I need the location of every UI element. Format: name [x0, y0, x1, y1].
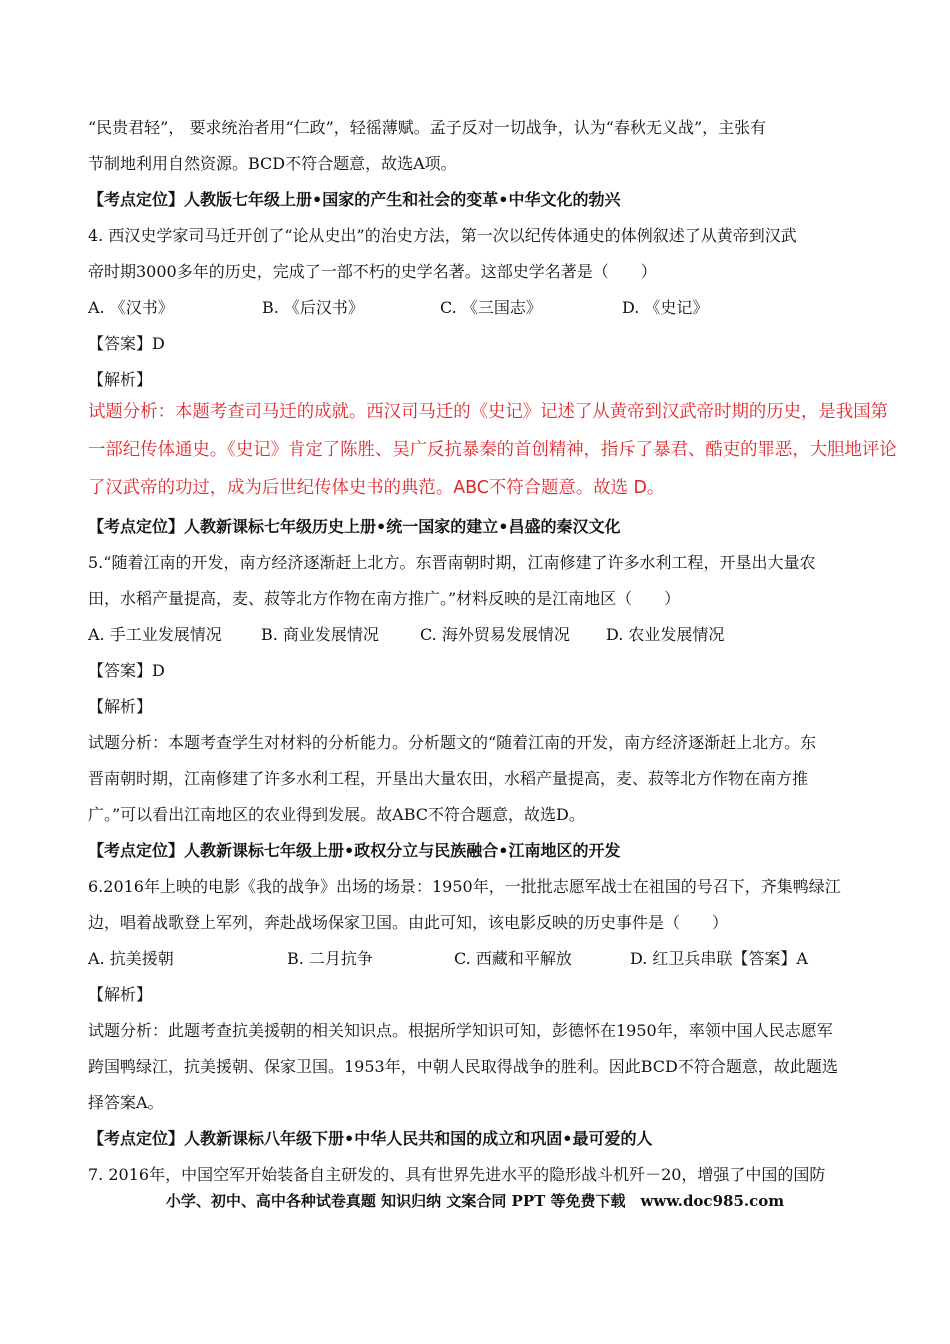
- question-5-option-d: D. 农业发展情况: [606, 625, 725, 644]
- question-4-option-b: B. 《后汉书》: [262, 298, 364, 317]
- paragraph-line: “民贵君轻”， 要求统治者用“仁政”，轻徭薄赋。孟子反对一切战争，认为“春秋无义战”，主张有: [88, 118, 767, 137]
- question-6-option-c: C. 西藏和平解放: [454, 949, 572, 968]
- question-5-option-c: C. 海外贸易发展情况: [420, 625, 570, 644]
- question-4-text: 帝时期3000多年的历史，完成了一部不朽的史学名著。这部史学名著是（ ）: [88, 262, 657, 281]
- question-6-text: 边，唱着战歌登上军列，奔赴战场保家卫国。由此可知，该电影反映的历史事件是（ ）: [88, 913, 729, 932]
- question-4-option-c: C. 《三国志》: [440, 298, 542, 317]
- question-6-option-a: A. 抗美援朝: [88, 949, 174, 968]
- analysis-text: 晋南朝时期，江南修建了许多水利工程，开垦出大量农田，水稻产量提高，麦、菽等北方作物在南方推: [88, 769, 809, 788]
- analysis-text: 试题分析：本题考查学生对材料的分析能力。分析题文的“随着江南的开发，南方经济逐渐赶上北方。东: [88, 733, 817, 752]
- question-5-option-b: B. 商业发展情况: [261, 625, 379, 644]
- question-7-text: 7. 2016年，中国空军开始装备自主研发的、具有世界先进水平的隐形战斗机歼－20，增强了中国的国防: [88, 1165, 826, 1184]
- answer-label: 【答案】D: [88, 334, 165, 353]
- question-6-option-b: B. 二月抗争: [287, 949, 373, 968]
- analysis-text-red: 一部纪传体通史。《史记》肯定了陈胜、吴广反抗暴秦的首创精神，指斥了暴君、酷吏的罪恶，大胆地评论: [88, 440, 897, 460]
- analysis-text: 试题分析：此题考查抗美援朝的相关知识点。根据所学知识可知，彭德怀在1950年，率领中国人民志愿军: [88, 1021, 833, 1040]
- exam-point-label: 【考点定位】人教新课标七年级历史上册•统一国家的建立•昌盛的秦汉文化: [88, 517, 621, 536]
- analysis-heading: 【解析】: [88, 985, 153, 1004]
- question-4-option-d: D. 《史记》: [622, 298, 709, 317]
- question-5-text: 田，水稻产量提高，麦、菽等北方作物在南方推广。”材料反映的是江南地区（ ）: [88, 589, 681, 608]
- analysis-text-red: 试题分析：本题考查司马迁的成就。西汉司马迁的《史记》记述了从黄帝到汉武帝时期的历史，是我国第: [88, 402, 888, 422]
- analysis-text: 广。”可以看出江南地区的农业得到发展。故ABC不符合题意，故选D。: [88, 805, 585, 824]
- question-5-option-a: A. 手工业发展情况: [88, 625, 222, 644]
- paragraph-line: 节制地利用自然资源。BCD不符合题意，故选A项。: [88, 154, 457, 173]
- exam-point-label: 【考点定位】人教新课标八年级下册•中华人民共和国的成立和巩固•最可爱的人: [88, 1129, 653, 1148]
- question-4-option-a: A. 《汉书》: [88, 298, 174, 317]
- exam-point-label: 【考点定位】人教版七年级上册•国家的产生和社会的变革•中华文化的勃兴: [88, 190, 621, 209]
- analysis-text: 择答案A。: [88, 1093, 164, 1112]
- question-6-option-d: D. 红卫兵串联【答案】A: [630, 949, 808, 968]
- question-6-text: 6.2016年上映的电影《我的战争》出场的场景：1950年，一批批志愿军战士在祖国的号召下，齐集鸭绿江: [88, 877, 841, 896]
- answer-label: 【答案】D: [88, 661, 165, 680]
- exam-point-label: 【考点定位】人教新课标七年级上册•政权分立与民族融合•江南地区的开发: [88, 841, 621, 860]
- question-5-text: 5.“随着江南的开发，南方经济逐渐赶上北方。东晋南朝时期，江南修建了许多水利工程，开垦出大量农: [88, 553, 816, 572]
- analysis-heading: 【解析】: [88, 697, 153, 716]
- analysis-text-red: 了汉武帝的功过，成为后世纪传体史书的典范。ABC不符合题意。故选 D。: [88, 478, 665, 498]
- analysis-heading: 【解析】: [88, 370, 153, 389]
- page-footer: 小学、初中、高中各种试卷真题 知识归纳 文案合同 PPT 等免费下载 www.doc985.com: [165, 1192, 785, 1210]
- question-4-text: 4. 西汉史学家司马迁开创了“论从史出”的治史方法，第一次以纪传体通史的体例叙述了从黄帝到汉武: [88, 226, 797, 245]
- analysis-text: 跨国鸭绿江，抗美援朝、保家卫国。1953年，中朝人民取得战争的胜利。因此BCD不符合题意，故此题选: [88, 1057, 838, 1076]
